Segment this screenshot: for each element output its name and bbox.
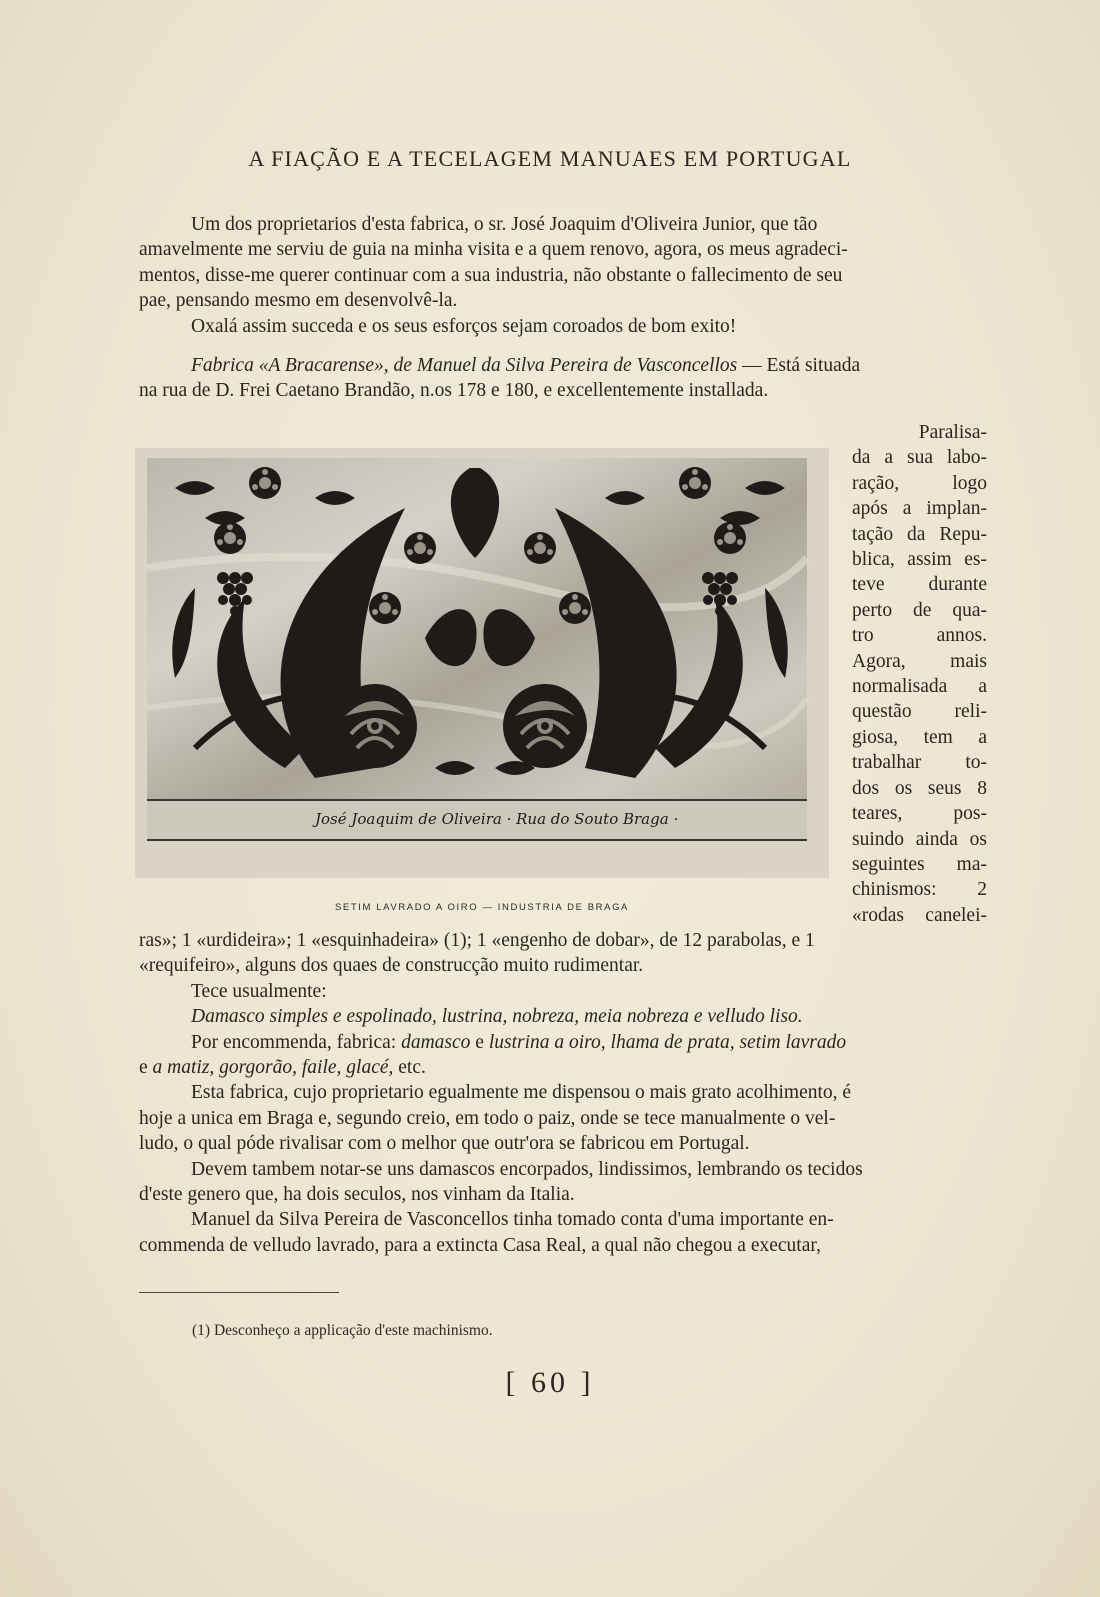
figure-caption: SETIM LAVRADO A OIRO — INDUSTRIA DE BRAGA xyxy=(335,902,629,913)
fabrica-name: Fabrica «A Bracarense», de Manuel da Silva Pereira de Vasconcellos xyxy=(191,355,738,377)
text-line: questão reli- xyxy=(852,701,987,723)
text-line: Esta fabrica, cujo proprietario egualmente me dispensou o mais grato acolhimento, é xyxy=(191,1082,852,1104)
text-line: seguintes ma- xyxy=(852,853,987,875)
text-line: após a implan- xyxy=(852,498,987,520)
text-line: ras»; 1 «urdideira»; 1 «esquinhadeira» (1); 1 «engenho de dobar», de 12 parabolas, e 1 xyxy=(139,930,815,951)
text-line: dos os seus 8 xyxy=(852,777,987,799)
text-line: Devem tambem notar-se uns damascos encorpados, lindissimos, lembrando os tecidos xyxy=(191,1158,863,1180)
text-line: commenda de velludo lavrado, para a extincta Casa Real, a qual não chegou a executar, xyxy=(139,1234,821,1256)
running-header: A FIAÇÃO E A TECELAGEM MANUAES EM PORTUGAL xyxy=(248,146,852,171)
text-line: Agora, mais xyxy=(852,650,987,672)
text-line: blica, assim es- xyxy=(852,549,987,571)
footnote-rule xyxy=(139,1292,339,1293)
text-line: teares, pos- xyxy=(852,803,987,825)
text-line: amavelmente me serviu de guia na minha visita e a quem renovo, agora, os meus agradeci- xyxy=(139,239,848,261)
text-line: «rodas canelei- xyxy=(852,904,987,926)
text-line: d'este genero que, ha dois seculos, nos vinham da Italia. xyxy=(139,1184,575,1206)
text-line: «requifeiro», alguns dos quaes de construcção muito rudimentar. xyxy=(139,955,644,977)
text-line: na rua de D. Frei Caetano Brandão, n.os 178 e 180, e excellentemente installada. xyxy=(139,380,769,402)
text-line: ludo, o qual póde rivalisar com o melhor que outr'ora se fabricou em Portugal. xyxy=(139,1133,750,1155)
side-column-text xyxy=(852,420,987,928)
intro-paragraph xyxy=(139,212,984,404)
text-line: trabalhar to- xyxy=(852,752,987,774)
text-line: mentos, disse-me querer continuar com a sua industria, não obstante o fallecimento de seu xyxy=(139,264,843,286)
text-line: perto de qua- xyxy=(852,599,987,621)
page-number: [ 60 ] xyxy=(505,1366,595,1399)
textile-inscription: José Joaquim de Oliveira · Rua do Souto Braga · xyxy=(315,810,679,828)
text-line: suindo ainda os xyxy=(852,828,987,850)
text-line: pae, pensando mesmo em desenvolvê-la. xyxy=(139,290,458,312)
text-line: ração, logo xyxy=(852,472,987,494)
text-line: teve durante xyxy=(852,574,987,596)
text-line: hoje a unica em Braga e, segundo creio, em todo o paiz, onde se tece manualmente o vel- xyxy=(139,1107,836,1129)
text-line: tação da Repu- xyxy=(852,523,987,545)
text-line: Manuel da Silva Pereira de Vasconcellos tinha tomado conta d'uma importante en- xyxy=(191,1209,834,1231)
text-line: Um dos proprietarios d'esta fabrica, o sr. José Joaquim d'Oliveira Junior, que tão xyxy=(191,214,818,235)
text-line xyxy=(139,1004,984,1029)
text-line: Paralisa- xyxy=(918,422,987,443)
text-line: tro annos. xyxy=(852,625,987,647)
fabric-list: Damasco simples e espolinado, lustrina, nobreza, meia nobreza e velludo liso. xyxy=(191,1006,803,1028)
text-line: giosa, tem a xyxy=(852,726,987,748)
fabrica-rest: — Está situada xyxy=(737,355,861,377)
text-line: normalisada a xyxy=(852,676,987,698)
footnote: (1) Desconheço a applicação d'este machinismo. xyxy=(192,1322,493,1339)
main-paragraphs xyxy=(139,928,984,1258)
text-line: Tece usualmente: xyxy=(191,980,327,1002)
text-line: Oxalá assim succeda e os seus esforços sejam coroados de bom exito! xyxy=(191,315,737,337)
text-line: chinismos: 2 xyxy=(852,879,987,901)
text-line: Por encommenda, fabrica: damasco e lustrina a oiro, lhama de prata, setim lavrado xyxy=(191,1031,847,1053)
text-line: da a sua labo- xyxy=(852,447,987,469)
textile-photograph xyxy=(135,448,829,878)
fabrica-heading xyxy=(139,353,984,378)
text-line: e a matiz, gorgorão, faile, glacé, etc. xyxy=(139,1057,426,1079)
